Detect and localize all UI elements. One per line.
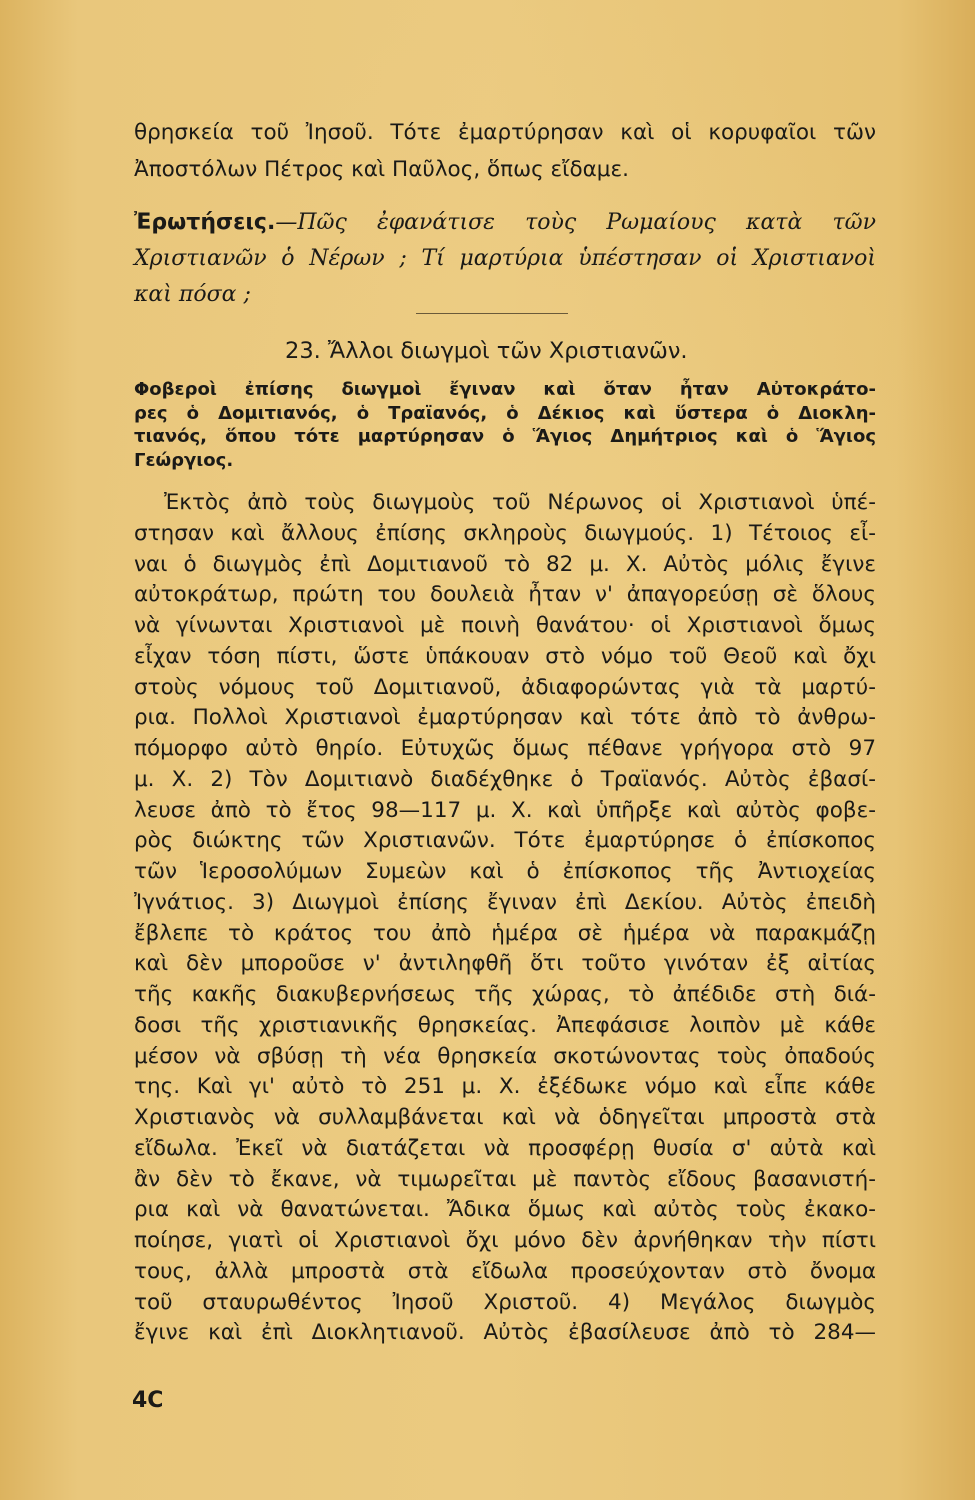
section-summary	[134, 378, 876, 472]
body-line: της. Καὶ γι' αὐτὸ τὸ 251 μ. Χ. ἐξέδωκε νόμο καὶ εἶπε κάθε	[134, 1074, 876, 1100]
body-line: εἴδωλα. Ἐκεῖ νὰ διατάζεται νὰ προσφέρῃ θυσία σ' αὐτὰ καὶ	[134, 1135, 876, 1161]
body-line: τοῦ σταυρωθέντος Ἰησοῦ Χριστοῦ. 4) Μεγάλος διωγμὸς	[134, 1289, 876, 1315]
body-line: στησαν καὶ ἄλλους ἐπίσης σκληροὺς διωγμούς. 1) Τέτοιος εἶ-	[134, 520, 876, 546]
question-text: —Πῶς ἐφανάτισε τοὺς Ρωμαίους κατὰ τῶν	[275, 210, 876, 235]
body-line: μέσον νὰ σβύσῃ τὴ νέα θρησκεία σκοτώνοντας τοὺς ὀπαδούς	[134, 1043, 876, 1069]
summary-line: Φοβεροὶ ἐπίσης διωγμοὶ ἔγιναν καὶ ὅταν ἦταν Αὐτοκράτο-	[134, 379, 876, 400]
body-line: τῆς κακῆς διακυβερνήσεως τῆς χώρας, τὸ ἀπέδιδε στὴ διά-	[134, 982, 876, 1007]
body-line: στοὺς νόμους τοῦ Δομιτιανοῦ, ἀδιαφορώντας γιὰ τὰ μαρτύ-	[134, 674, 876, 700]
body-line: ἔγινε καὶ ἐπὶ Διοκλητιανοῦ. Αὐτὸς ἐβασίλευσε ἀπὸ τὸ 284—	[134, 1320, 876, 1346]
body-line: ρια. Πολλοὶ Χριστιανοὶ ἐμαρτύρησαν καὶ τότε ἀπὸ τὸ ἀνθρω-	[134, 705, 876, 731]
body-line: ναι ὁ διωγμὸς ἐπὶ Δομιτιανοῦ τὸ 82 μ. Χ. Αὐτὸς μόλις ἔγινε	[134, 551, 876, 577]
section-heading: 23. Ἄλλοι διωγμοὶ τῶν Χριστιανῶν.	[285, 338, 688, 364]
body-line: καὶ δὲν μποροῦσε ν' ἀντιληφθῆ ὅτι τοῦτο γινόταν ἐξ αἰτίας	[134, 951, 876, 977]
summary-line: Γεώργιος.	[134, 449, 234, 471]
body-line: ἔβλεπε τὸ κράτος του ἀπὸ ἡμέρα σὲ ἡμέρα νὰ παρακμάζῃ	[134, 920, 876, 946]
body-line: λευσε ἀπὸ τὸ ἔτος 98—117 μ. Χ. καὶ ὑπῆρξε καὶ αὐτὸς φοβε-	[134, 797, 876, 823]
body-line: μ. Χ. 2) Τὸν Δομιτιανὸ διαδέχθηκε ὁ Τραϊανός. Αὐτὸς ἐβασί-	[134, 766, 876, 792]
question-text: καὶ πόσα ;	[134, 282, 251, 307]
body-line: ἂν δὲν τὸ ἔκανε, νὰ τιμωρεῖται μὲ παντὸς εἴδους βασανιστή-	[134, 1166, 876, 1192]
question-text: Χριστιανῶν ὁ Νέρων ; Τί μαρτύρια ὑπέστησαν οἱ Χριστιανοὶ	[134, 246, 876, 271]
page-number: 4C	[132, 1388, 164, 1413]
review-questions	[134, 205, 876, 313]
body-paragraph	[134, 488, 876, 1349]
body-line: Ἰγνάτιος. 3) Διωγμοὶ ἐπίσης ἔγιναν ἐπὶ Δεκίου. Αὐτὸς ἐπειδὴ	[134, 889, 876, 915]
body-line: ρια καὶ νὰ θανατώνεται. Ἄδικα ὅμως καὶ αὐτὸς τοὺς ἐκακο-	[134, 1197, 876, 1223]
body-line: εἶχαν τόση πίστι, ὥστε ὑπάκουαν στὸ νόμο τοῦ Θεοῦ καὶ ὄχι	[134, 643, 876, 669]
questions-first-line	[134, 205, 876, 241]
body-line: Ἐκτὸς ἀπὸ τοὺς διωγμοὺς τοῦ Νέρωνος οἱ Χριστιανοὶ ὑπέ-	[164, 490, 876, 515]
intro-paragraph	[134, 114, 876, 188]
summary-line: τιανός, ὅπου τότε μαρτύρησαν ὁ Ἅγιος Δημήτριος καὶ ὁ Ἅγιος	[134, 426, 876, 447]
body-line: Χριστιανὸς νὰ συλλαμβάνεται καὶ νὰ ὁδηγεῖται μπροστὰ στὰ	[134, 1105, 876, 1130]
text-line: Ἀποστόλων Πέτρος καὶ Παῦλος, ὅπως εἴδαμε.	[134, 157, 629, 182]
section-divider	[416, 313, 568, 314]
body-line: νὰ γίνωνται Χριστιανοὶ μὲ ποινὴ θανάτου· οἱ Χριστιανοὶ ὅμως	[134, 613, 876, 638]
body-line: πόμορφο αὐτὸ θηρίο. Εὐτυχῶς ὅμως πέθανε γρήγορα στὸ 97	[134, 736, 876, 761]
questions-label: Ἐρωτήσεις.	[134, 210, 276, 235]
summary-line: ρες ὁ Δομιτιανός, ὁ Τραϊανός, ὁ Δέκιος καὶ ὕστερα ὁ Διοκλη-	[134, 402, 876, 424]
body-line: δοσι τῆς χριστιανικῆς θρησκείας. Ἀπεφάσισε λοιπὸν μὲ κάθε	[134, 1012, 876, 1038]
body-line: αὐτοκράτωρ, πρώτη του δουλειὰ ἦταν ν' ἀπαγορεύσῃ σὲ ὅλους	[134, 582, 876, 608]
body-line: τους, ἀλλὰ μπροστὰ στὰ εἴδωλα προσεύχονταν στὸ ὄνομα	[134, 1258, 876, 1284]
body-line: τῶν Ἱεροσολύμων Συμεὼν καὶ ὁ ἐπίσκοπος τῆς Ἀντιοχείας	[134, 859, 876, 884]
body-line: ποίησε, γιατὶ οἱ Χριστιανοὶ ὄχι μόνο δὲν ἀρνήθηκαν τὴν πίστι	[134, 1228, 876, 1253]
text-line: θρησκεία τοῦ Ἰησοῦ. Τότε ἐμαρτύρησαν καὶ οἱ κορυφαῖοι τῶν	[134, 120, 876, 145]
body-line: ρὸς διώκτης τῶν Χριστιανῶν. Τότε ἐμαρτύρησε ὁ ἐπίσκοπος	[134, 828, 876, 854]
